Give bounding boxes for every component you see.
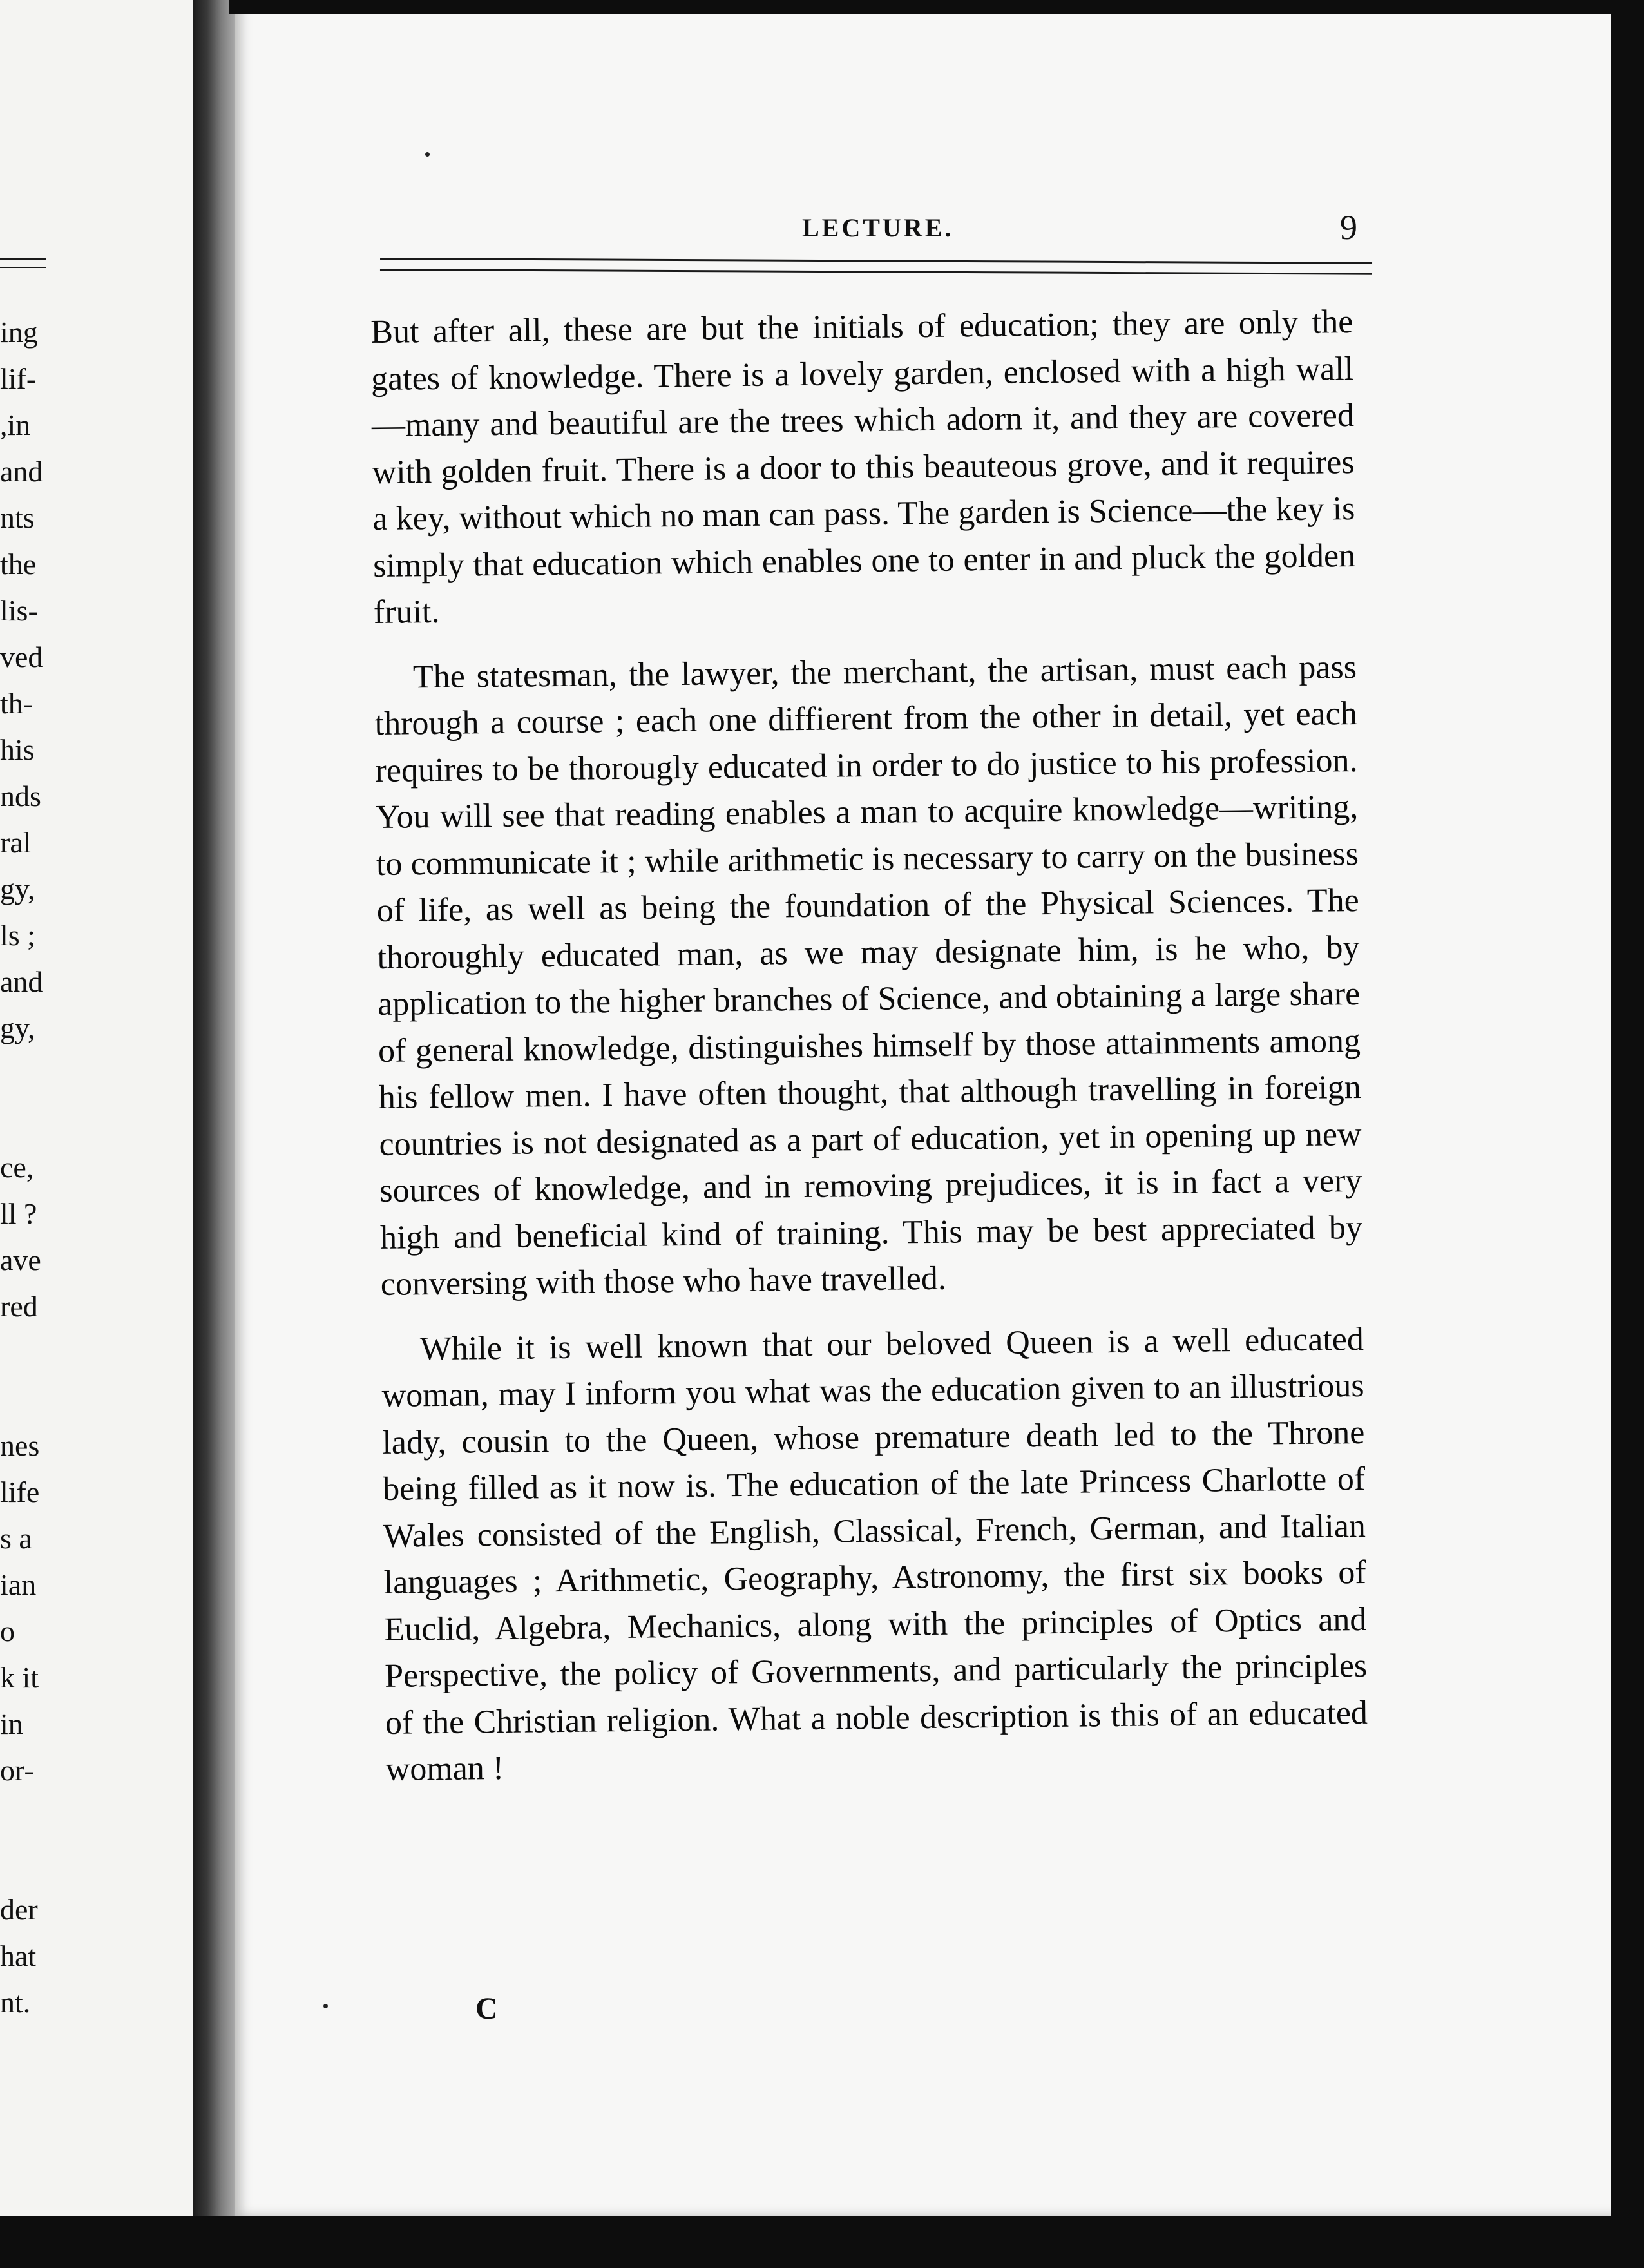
facing-page-fragment xyxy=(0,1376,71,1423)
facing-page-fragment: nes xyxy=(0,1429,40,1462)
facing-page-fragment: or- xyxy=(0,1754,34,1787)
facing-page-fragment: nds xyxy=(0,780,41,812)
scan-border-bottom xyxy=(0,2216,1644,2268)
facing-page-fragment: ,in xyxy=(0,408,31,441)
facing-page-fragment: ian xyxy=(0,1568,37,1601)
facing-page-fragment: nt. xyxy=(0,1986,31,2019)
signature-mark: C xyxy=(475,1992,498,2026)
facing-page-fragment: k it xyxy=(0,1661,39,1694)
facing-page-fragment: ral xyxy=(0,826,32,859)
facing-page-fragment: in xyxy=(0,1707,23,1740)
facing-page-fragment xyxy=(0,1840,71,1887)
facing-page-fragment: and xyxy=(0,455,43,488)
facing-page-fragment: gy, xyxy=(0,1012,35,1044)
facing-page-fragment: ing xyxy=(0,316,38,349)
facing-page-fragment: ave xyxy=(0,1244,41,1276)
facing-page-fragment xyxy=(0,1794,71,1840)
facing-page-fragment: o xyxy=(0,1615,15,1648)
print-speck xyxy=(323,2004,328,2008)
facing-page-fragment: lif- xyxy=(0,362,37,395)
paragraph-statesman-lawyer: The statesman, the lawyer, the merchant, the artisan, must each pass through a course ; each one diffierent from the other in detail, yet each requires to be thorougly educated in order to do justice to his profession. You will see that reading enables a man to acquire knowledge—writing, to communicate it ; while arithmetic is necessary to carry on the business of life, as well as being the foundation of the Physical Sciences. The thoroughly educated man, as we may designate him, is he who, by application to the higher branches of Science, and obtaining a large share of general knowledge, distinguishes himself by those attainments among his fellow men. I have often thought, that although travelling in foreign countries is not designated as a part of education, yet in opening up new sources of knowledge, and in removing prejudices, it is in fact a very high and beneficial kind of training. This may be best appreciated by conversing with those who have travelled. xyxy=(374,648,1363,1303)
facing-page-fragment: his xyxy=(0,733,35,766)
facing-page-fragment: nts xyxy=(0,501,35,534)
scan-border-right xyxy=(1611,0,1644,2268)
facing-page-fragment: hat xyxy=(0,1939,37,1972)
facing-page-fragment: ll ? xyxy=(0,1197,37,1230)
book-gutter xyxy=(193,0,240,2236)
page-number: 9 xyxy=(1340,208,1357,247)
facing-page-left xyxy=(0,0,206,2224)
facing-page-header-rule xyxy=(0,258,46,268)
facing-page-fragment: ls ; xyxy=(0,919,35,952)
facing-page-fragment: lis- xyxy=(0,594,38,627)
facing-page-fragment: gy, xyxy=(0,872,35,905)
facing-page-fragment xyxy=(0,1052,71,1098)
print-speck xyxy=(425,152,430,157)
facing-page-fragment: ved xyxy=(0,640,43,673)
facing-page-fragment xyxy=(0,1330,71,1376)
facing-page-fragment xyxy=(0,1098,71,1144)
facing-page-fragment: s a xyxy=(0,1522,32,1555)
facing-page-fragment: and xyxy=(0,965,43,998)
paragraph-princess-charlotte: While it is well known that our beloved Queen is a well educated woman, may I inform you what was the education given to an illustrious lady, cousin to the Queen, whose premature death led to the Throne being filled as it now is. The education of the late Princess Charlotte of Wales consisted of the English, Classical, French, German, and Italian languages ; Arithmetic, Geography, Astronomy, the first six books of Euclid, Algebra, Mechanics, along with the principles of Optics and Perspective, the policy of Governments, and particularly the principles of the Christian religion. What a noble description is this of an educated woman ! xyxy=(381,1320,1368,1788)
paragraph-initials-of-education: But after all, these are but the initials of education; they are only the gates of knowledge. There is a lovely garden, enclosed with a high wall—many and beautiful are the trees which adorn it, and they are covered with golden fruit. There is a door to this beauteous grove, and it requires a key, without which no man can pass. The garden is Science—the key is simply that education which enables one to enter in and pluck the golden fruit. xyxy=(370,303,1356,631)
facing-page-fragment: ce, xyxy=(0,1151,34,1184)
facing-page-fragment: th- xyxy=(0,687,33,720)
facing-page-fragment: der xyxy=(0,1893,38,1926)
running-head: LECTURE. xyxy=(802,213,954,242)
facing-page-fragment: life xyxy=(0,1475,40,1508)
facing-page-fragment: the xyxy=(0,548,37,581)
scan-border-top xyxy=(229,0,1644,14)
body-text xyxy=(370,299,1368,1793)
facing-page-line-fragments xyxy=(0,309,71,2026)
facing-page-fragment: red xyxy=(0,1290,38,1323)
